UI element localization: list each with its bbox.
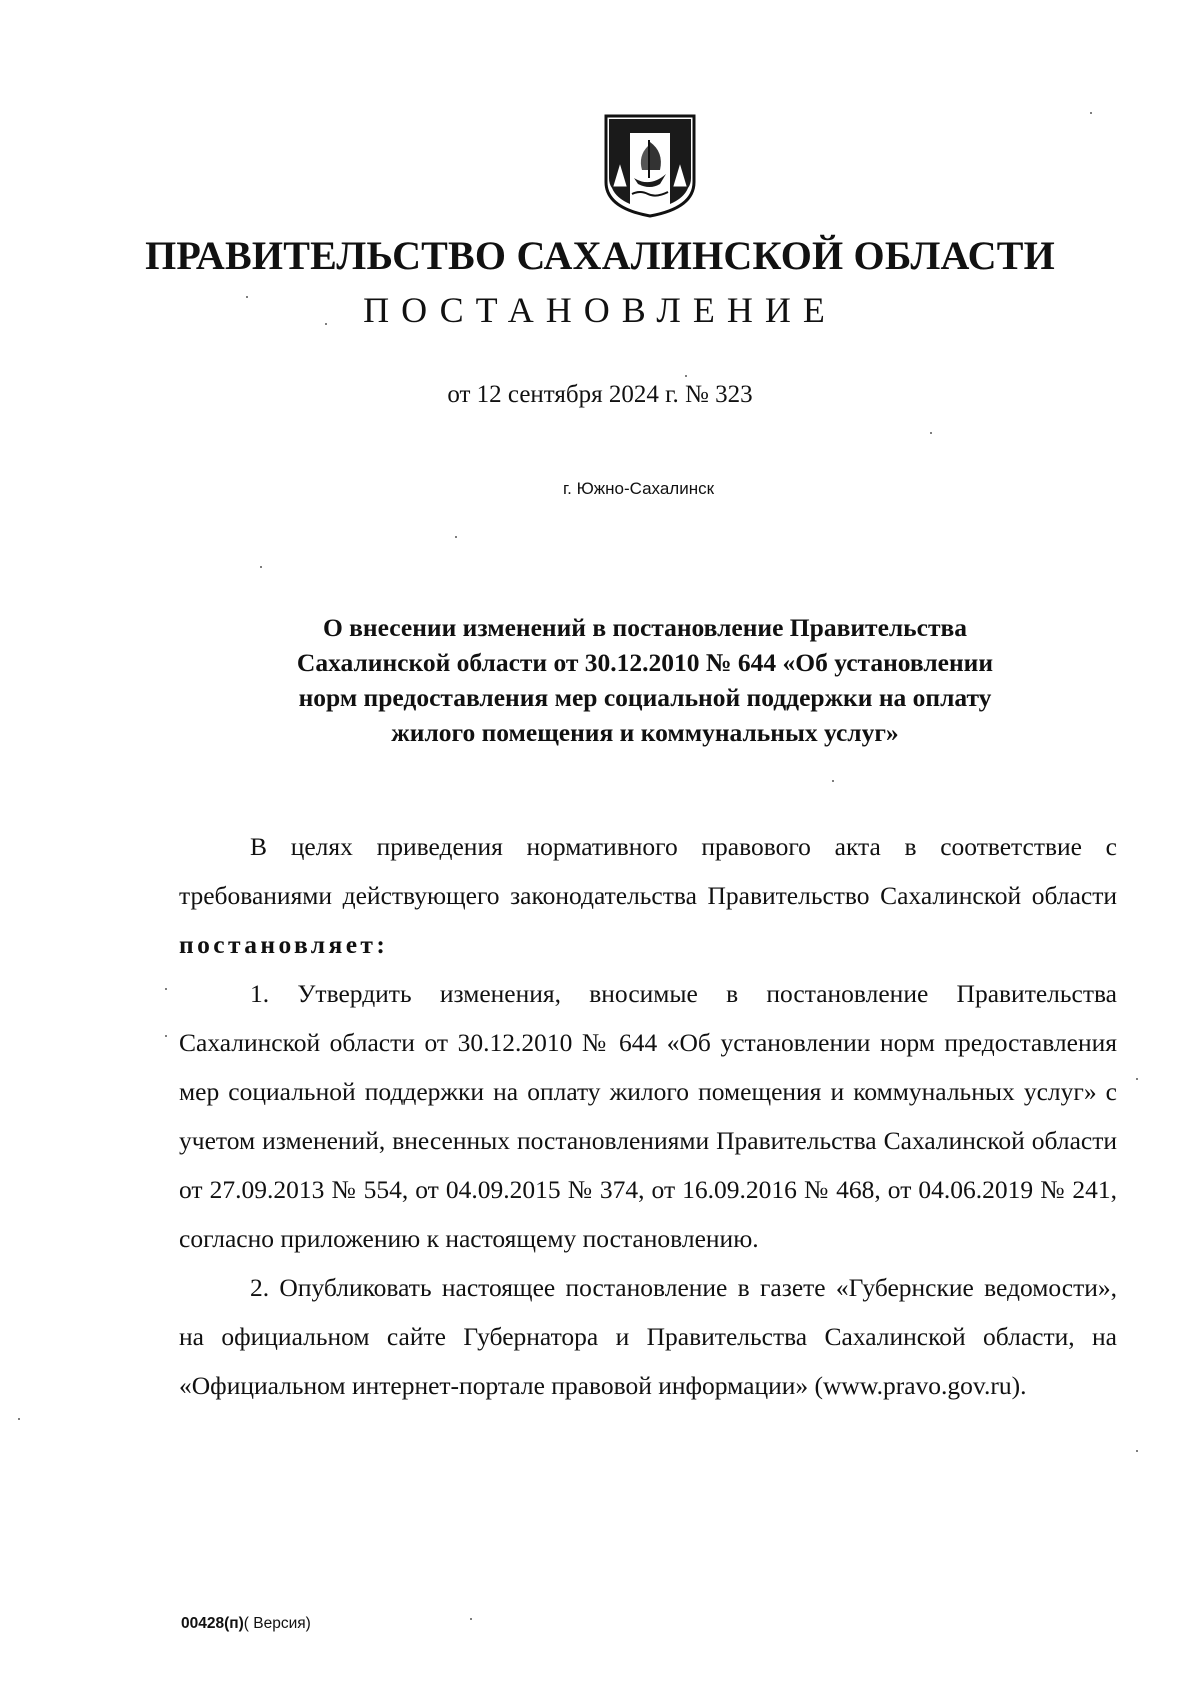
item-1-paragraph: 1. Утвердить изменения, вносимые в постановление Правительства Сахалинской области от 30.12.2010 № 644 «Об установлении норм предоставления мер социальной поддержки на оплату жилого помещения и коммунальных услуг» с учетом изменений, внесенных постановлениями Правительства Сахалинской области от 27.09.2013 № 554, от 04.09.2015 № 374, от 16.09.2016 № 468, от 04.06.2019 № 241, согласно приложению к настоящему постановлению. — [179, 979, 1117, 1253]
scan-speck — [832, 780, 834, 782]
preamble-paragraph — [179, 822, 1117, 969]
subject-line: норм предоставления мер социальной поддержки на оплату — [298, 683, 992, 712]
scan-speck — [165, 988, 167, 990]
item-2-paragraph: 2. Опубликовать настоящее постановление в газете «Губернские ведомости», на официальном сайте Губернатора и Правительства Сахалинской области, на «Официальном интернет-портале правовой информации» (www.pravo.gov.ru). — [179, 1273, 1117, 1400]
footer-code: 00428(п) — [181, 1615, 244, 1632]
document-type: ПОСТАНОВЛЕНИЕ — [363, 290, 837, 330]
sakhalin-coat-of-arms-icon — [600, 112, 700, 218]
scan-speck — [18, 1418, 20, 1420]
scan-speck — [260, 566, 262, 568]
organization-title: ПРАВИТЕЛЬСТВО САХАЛИНСКОЙ ОБЛАСТИ — [145, 233, 1055, 278]
footer-document-code — [181, 1615, 311, 1633]
scan-speck — [930, 432, 932, 434]
document-city: г. Южно-Сахалинск — [563, 479, 715, 498]
scan-speck — [1136, 1450, 1138, 1452]
scan-speck — [470, 1618, 472, 1620]
scan-speck — [685, 375, 687, 377]
subject-line: Сахалинской области от 30.12.2010 № 644 «Об установлении — [296, 648, 994, 677]
document-body — [179, 822, 1117, 1410]
subject-line: О внесении изменений в постановление Правительства — [322, 613, 968, 642]
document-subject — [200, 610, 1090, 750]
preamble-text: В целях приведения нормативного правового акта в соответствие с требованиями действующего законодательства Правительство Сахалинской области — [179, 832, 1117, 910]
scan-speck — [1136, 1078, 1138, 1080]
document-date-number: от 12 сентября 2024 г. № 323 — [447, 381, 753, 408]
scan-speck — [165, 1035, 167, 1037]
preamble-emphasis: постановляет: — [179, 930, 389, 959]
scan-speck — [325, 323, 327, 325]
subject-line: жилого помещения и коммунальных услуг» — [391, 718, 899, 747]
scan-speck — [1090, 112, 1092, 114]
scan-speck — [455, 536, 457, 538]
footer-version: ( Версия) — [243, 1615, 311, 1632]
scan-speck — [246, 296, 248, 298]
